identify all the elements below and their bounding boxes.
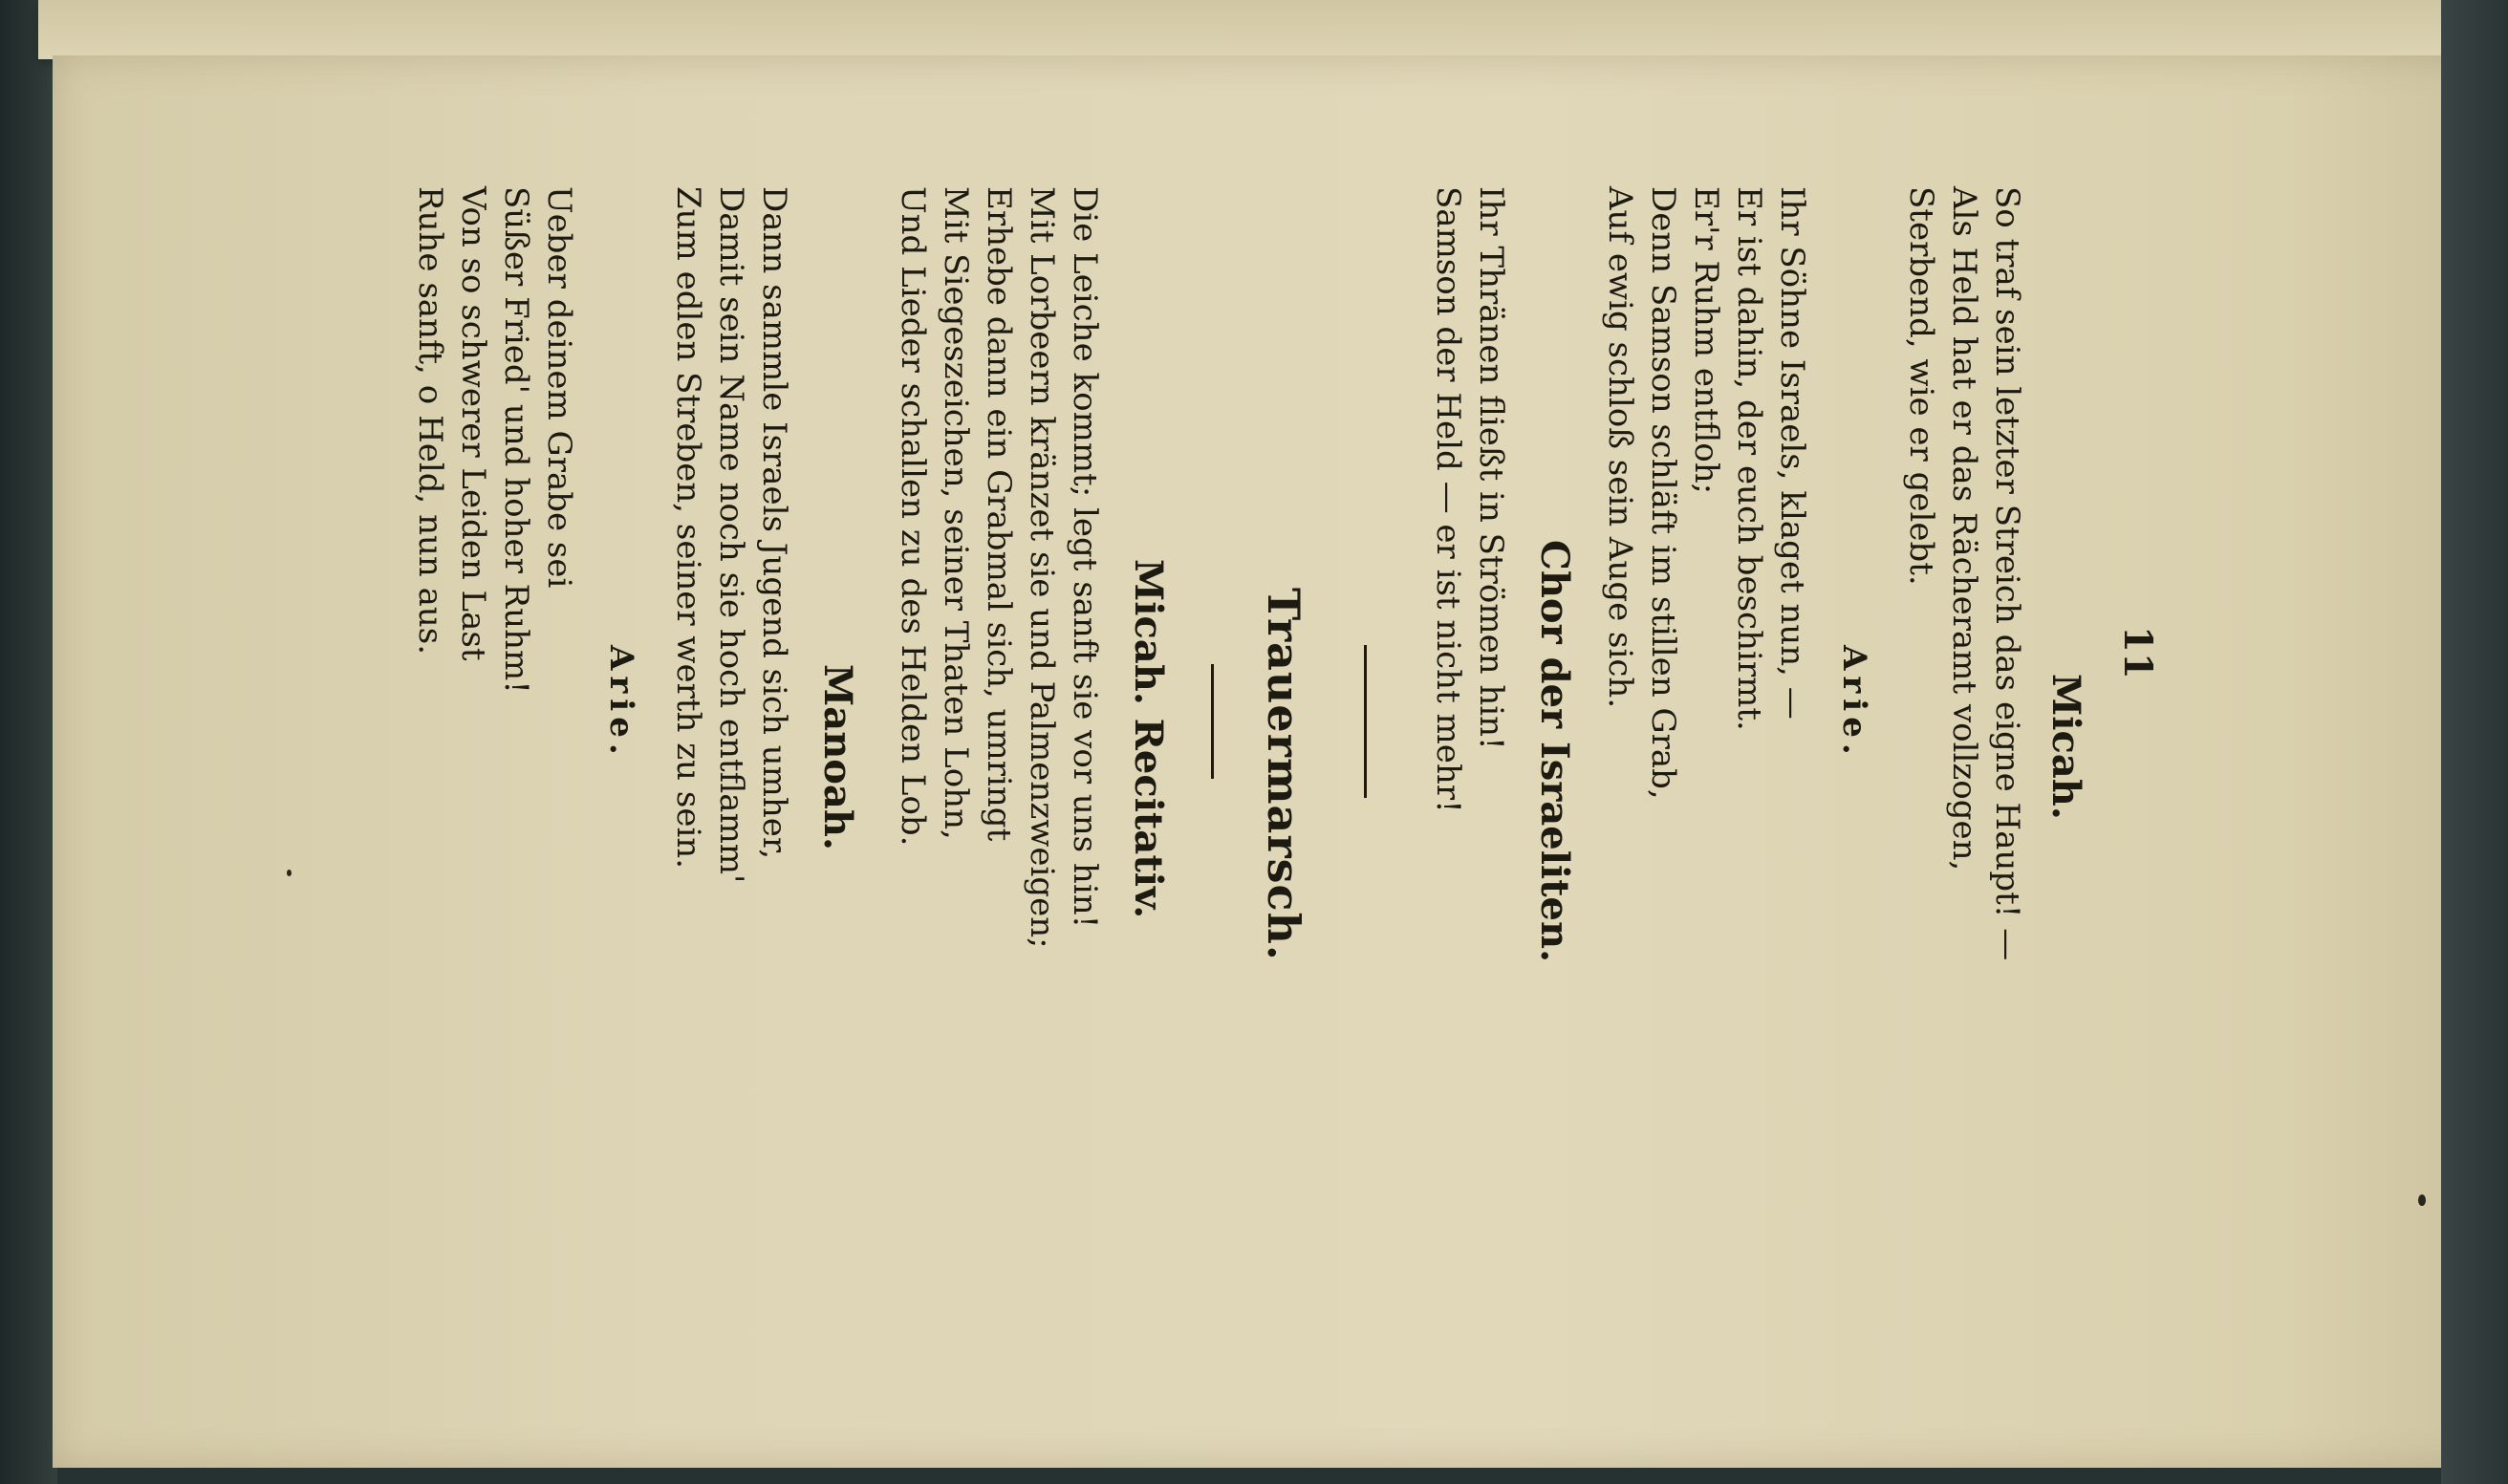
facing-page-edge [38,0,2466,59]
verse-line: So traf sein letzter Streich das eigne Haupt! — [1988,186,2026,961]
rotated-text-block [268,186,2170,1333]
verse-line: Mit Lorbeern kränzet sie und Palmenzweigen; [1023,186,1061,949]
verse-line: Die Leiche kommt; legt sanft sie vor uns hin! [1066,186,1104,929]
verse-line: Von so schwerer Leiden Last [454,186,492,661]
ink-speck [2418,1194,2426,1206]
section-rule [1364,645,1367,798]
label-arie: Arie. [602,645,640,761]
speaker-chorus: Chor der Israeliten. [1532,540,1577,963]
verse-line: Damit sein Name noch sie hoch entflamm' [712,186,750,884]
verse-line: Zum edlen Streben, seiner werth zu sein. [669,186,707,870]
verse-line: Ueber deinem Grabe sei [540,186,578,589]
verse-line: Auf ewig schloß sein Auge sich. [1601,186,1639,709]
verse-line: Als Held hat er das Rächeramt vollzogen, [1945,186,1983,871]
title-trauermarsch: Trauermarsch. [1258,588,1309,961]
verse-line: Mit Siegeszeichen, seiner Thaten Lohn, [937,186,975,840]
page-number: 11 [2115,626,2160,679]
page-edge-shadow [2441,0,2508,1484]
speaker-micah: Micah. [2043,674,2088,820]
verse-line: Süßer Fried' und hoher Ruhm! [497,186,535,694]
verse-line: Samson der Held — er ist nicht mehr! [1429,186,1467,813]
verse-line: Er ist dahin, der euch beschirmt. [1730,186,1768,731]
verse-line: Sterbend, wie er gelebt. [1902,186,1940,586]
speaker-micah-recitativ: Micah. Recitativ. [1126,559,1171,919]
speaker-manoah: Manoah. [815,664,860,850]
label-arie: Arie. [1835,645,1873,761]
verse-line: Erhebe dann ein Grabmal sich, umringt [980,186,1018,842]
verse-line: Dann sammle Israels Jugend sich umher, [755,186,793,860]
verse-line: Ruhe sanft, o Held, nun aus. [411,186,449,656]
section-rule [1211,664,1214,779]
verse-line: Denn Samson schläft im stillen Grab, [1644,186,1682,800]
verse-line: Er'r Ruhm entfloh; [1687,186,1725,495]
verse-line: Ihr Söhne Israels, klaget nun, — [1773,186,1811,720]
verse-line: Und Lieder schallen zu des Helden Lob. [894,186,932,847]
book-spine [0,0,57,1484]
verse-line: Ihr Thränen fließt in Strömen hin! [1472,186,1510,750]
